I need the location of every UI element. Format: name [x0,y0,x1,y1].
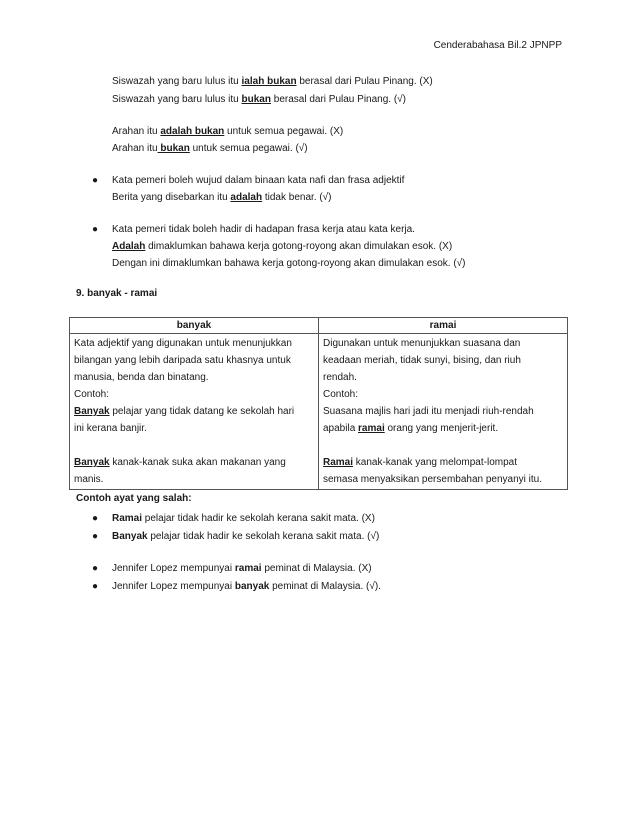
example-text: Siswazah yang baru lulus itu [112,76,242,87]
example-highlight: Adalah [112,241,146,252]
example-line [112,125,343,139]
example-highlight: Banyak [74,406,110,417]
cell-text: kanak-kanak suka akan makanan yang [109,457,286,468]
bullet-icon: ● [92,224,99,235]
cell-text: semasa menyaksikan persembahan penyanyi itu. [323,474,543,485]
cell-text: bilangan yang lebih daripada satu khasnya untuk [74,355,291,366]
list-item [112,530,379,544]
example-highlight: ramai [234,563,262,574]
example-highlight: ialah bukan [241,76,297,87]
example-highlight: Ramai [323,457,354,468]
example-text: untuk semua pegawai. (√) [189,143,308,154]
comparison-table [69,317,568,490]
section-heading: 9. banyak - ramai [76,288,158,299]
example-text: untuk semua pegawai. (X) [224,126,344,137]
example-text: Arahan itu [112,126,161,137]
cell-text: ini kerana banjir. [74,423,147,434]
cell-text: kanak-kanak yang melompat-lompat [353,457,517,468]
cell-text: Digunakan untuk menunjukkan suasana dan [323,338,521,349]
example-highlight: ramai [358,423,385,434]
bullet-icon: ● [92,175,99,186]
spacer [323,437,563,454]
example-text: pelajar tidak hadir ke sekolah kerana sakit mata. (X) [142,513,375,524]
table-cell-banyak [70,334,319,490]
example-text: Jennifer Lopez mempunyai [112,581,235,592]
example-line [112,142,308,156]
cell-text: orang yang menjerit-jerit. [384,423,499,434]
example-text: peminat di Malaysia. (√). [269,581,381,592]
table-row [70,334,568,490]
cell-text: Suasana majlis hari jadi itu menjadi riuh-rendah [323,406,534,417]
bullet-text: Kata pemeri boleh wujud dalam binaan kata nafi dan frasa adjektif [112,175,405,186]
cell-example [74,454,314,471]
list-item [112,580,381,594]
page-header: Cenderabahasa Bil.2 JPNPP [433,40,562,51]
list-item [112,512,375,526]
example-highlight: Banyak [112,531,148,542]
example-highlight: bukan [241,94,271,105]
example-line [112,93,406,107]
cell-example [74,403,314,420]
table-header: ramai [319,318,568,334]
wrong-examples-title: Contoh ayat yang salah: [76,493,192,504]
cell-example [323,454,563,471]
example-line [112,240,452,254]
example-highlight: adalah [230,192,263,203]
bullet-icon: ● [92,563,99,574]
cell-text: manis. [74,474,104,485]
cell-text: Contoh: [323,389,359,400]
cell-text: manusia, benda dan binatang. [74,372,209,383]
example-text: Jennifer Lopez mempunyai [112,563,235,574]
table-header-row [70,318,568,334]
example-highlight: adalah bukan [160,126,225,137]
cell-text: Kata adjektif yang digunakan untuk menunjukkan [74,338,292,349]
example-line [112,75,433,89]
example-text: berasal dari Pulau Pinang. (X) [296,76,433,87]
cell-text: keadaan meriah, tidak sunyi, bising, dan riuh [323,355,521,366]
example-text: pelajar tidak hadir ke sekolah kerana sakit mata. (√) [147,531,380,542]
list-item [112,562,372,576]
bullet-icon: ● [92,531,99,542]
table-cell-ramai [319,334,568,490]
example-text: Arahan itu [112,143,158,154]
cell-text: apabila [323,423,359,434]
example-text: tidak benar. (√) [262,192,332,203]
example-line [112,191,332,205]
bullet-icon: ● [92,581,99,592]
cell-text: pelajar yang tidak datang ke sekolah hari [109,406,295,417]
table-header: banyak [70,318,319,334]
example-highlight: bukan [157,143,190,154]
example-line: Dengan ini dimaklumkan bahawa kerja gotong-royong akan dimulakan esok. (√) [112,258,466,269]
example-highlight: Banyak [74,457,110,468]
cell-text: Contoh: [74,389,110,400]
bullet-text: Kata pemeri tidak boleh hadir di hadapan frasa kerja atau kata kerja. [112,224,415,235]
bullet-icon: ● [92,513,99,524]
example-text: berasal dari Pulau Pinang. (√) [270,94,406,105]
example-highlight: Ramai [112,513,143,524]
cell-text: rendah. [323,372,357,383]
example-text: Berita yang disebarkan itu [112,192,231,203]
example-text: Siswazah yang baru lulus itu [112,94,242,105]
example-highlight: banyak [234,581,270,592]
example-text: peminat di Malaysia. (X) [261,563,372,574]
cell-example [323,420,563,437]
spacer [74,437,314,454]
example-text: dimaklumkan bahawa kerja gotong-royong akan dimulakan esok. (X) [145,241,453,252]
